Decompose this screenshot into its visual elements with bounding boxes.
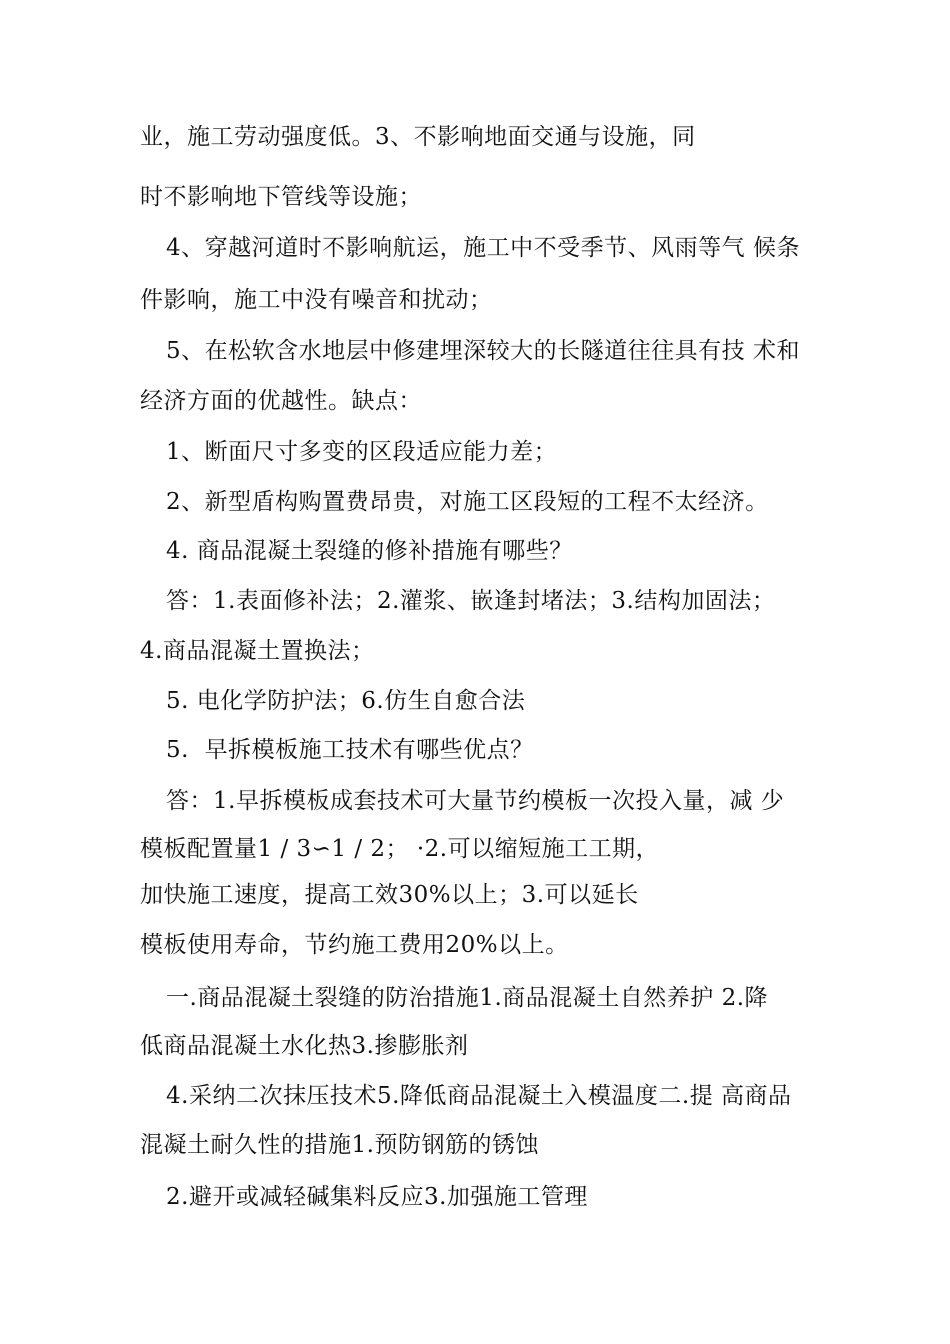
paragraph-line: 5、在松软含水地层中修建埋深较大的长隧道往往具有技 术和 (166, 338, 800, 364)
paragraph-line: 4.采纳二次抹压技术5.降低商品混凝土入模温度二.提 高商品 (166, 1083, 792, 1109)
answer-line: 加快施工速度，提高工效30%以上；3.可以延长 (140, 882, 639, 908)
paragraph-line: 一.商品混凝土裂缝的防治措施1.商品混凝土自然养护 2.降 (166, 985, 769, 1011)
paragraph-line: 2.避开或减轻碱集料反应3.加强施工管理 (166, 1184, 588, 1210)
paragraph-line: 件影响，施工中没有噪音和扰动； (140, 287, 493, 313)
paragraph-line: 4、穿越河道时不影响航运，施工中不受季节、风雨等气 候条 (166, 235, 800, 261)
answer-line: 模板配置量1 / 3∽1 / 2； ·2.可以缩短施工工期， (140, 836, 660, 862)
paragraph-line: 混凝土耐久性的措施1.预防钢筋的锈蚀 (140, 1132, 539, 1158)
answer-line: 5. 电化学防护法；6.仿生自愈合法 (166, 688, 526, 714)
paragraph-line: 2、新型盾构购置费昂贵，对施工区段短的工程不太经济。 (166, 489, 769, 515)
paragraph-line: 业，施工劳动强度低。3、不影响地面交通与设施，同 (140, 124, 696, 150)
paragraph-line: 经济方面的优越性。缺点： (140, 388, 422, 414)
answer-line: 答：1.早拆模板成套技术可大量节约模板一次投入量，减 少 (166, 788, 785, 814)
paragraph-line: 时不影响地下管线等设施； (140, 184, 422, 210)
answer-line: 答：1.表面修补法；2.灌浆、嵌逢封堵法；3.结构加固法； (166, 588, 776, 614)
answer-line: 4.商品混凝土置换法； (140, 638, 375, 664)
paragraph-line: 低商品混凝土水化热3.掺膨胀剂 (140, 1033, 469, 1059)
question-heading: 4. 商品混凝土裂缝的修补措施有哪些？ (166, 538, 573, 564)
question-heading: 5. 早拆模板施工技术有哪些优点？ (166, 737, 534, 763)
answer-line: 模板使用寿命，节约施工费用20%以上。 (140, 932, 569, 958)
paragraph-line: 1、断面尺寸多变的区段适应能力差； (166, 439, 558, 465)
